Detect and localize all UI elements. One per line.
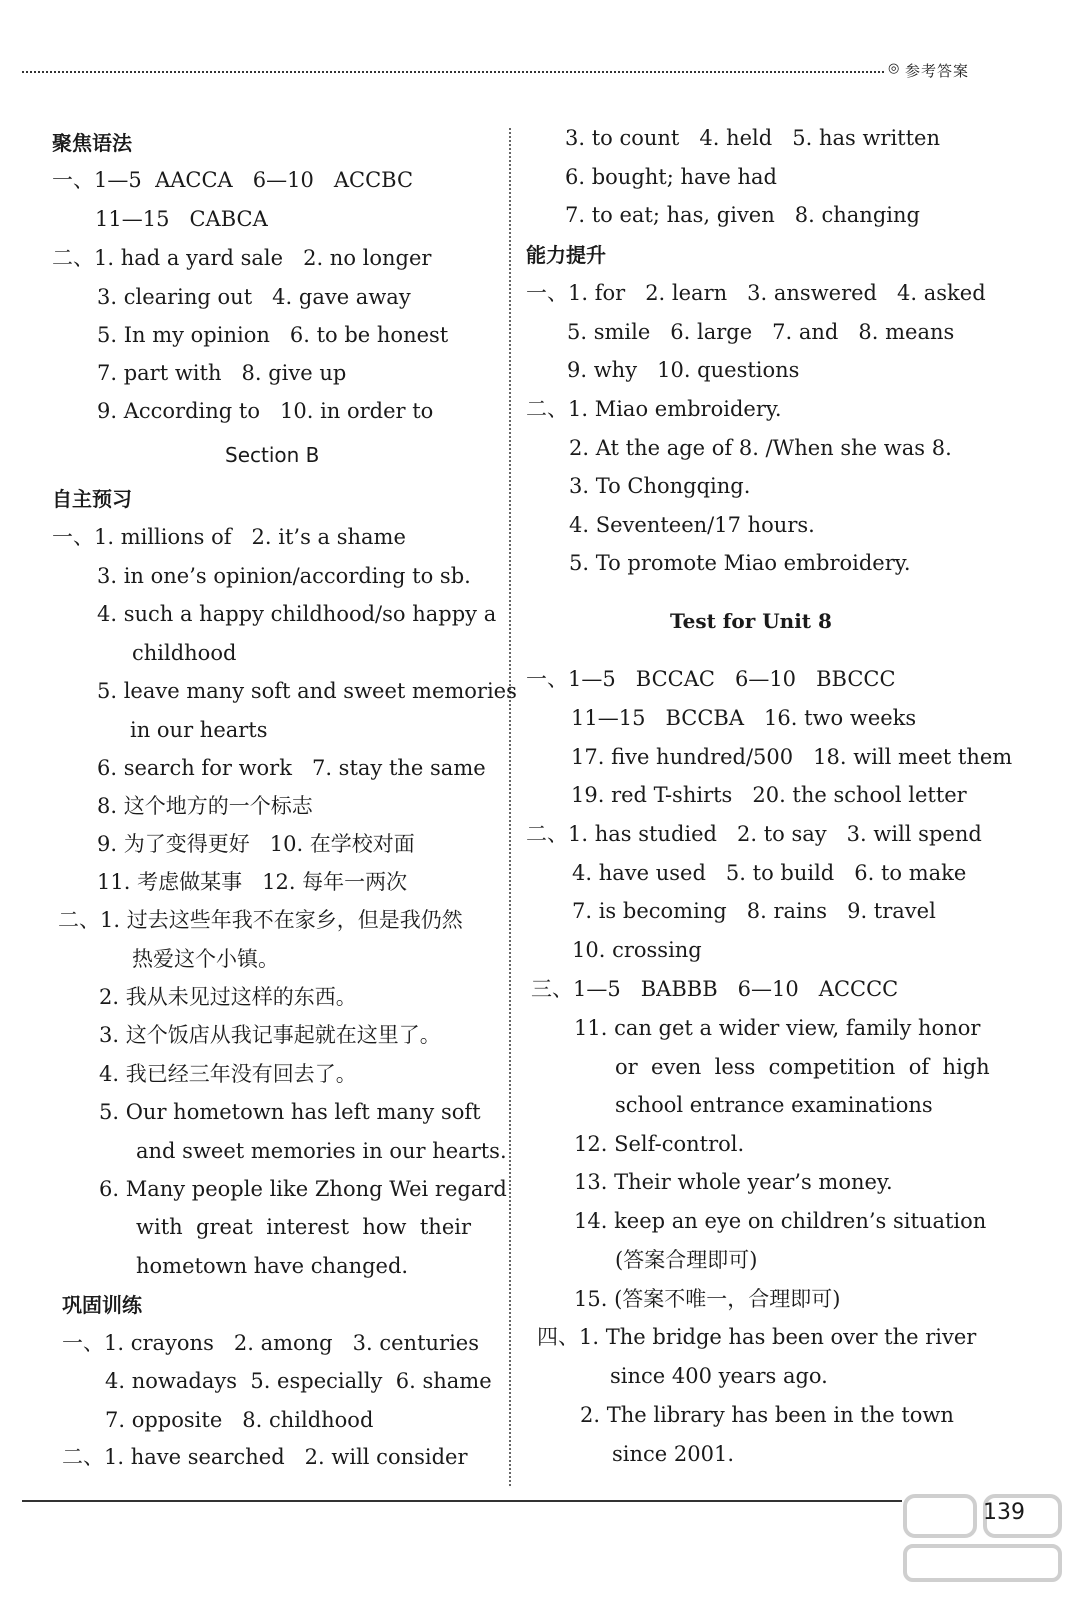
answer-line: and sweet memories in our hearts. xyxy=(136,1139,507,1163)
answer-line: 二、1. have searched 2. will consider xyxy=(62,1445,468,1469)
answer-line: 10. crossing xyxy=(572,938,702,962)
answer-line: 5. Our hometown has left many soft xyxy=(99,1100,481,1124)
answer-line: 二、1. Miao embroidery. xyxy=(526,397,782,421)
answer-line: 一、1. for 2. learn 3. answered 4. asked xyxy=(526,281,986,305)
answer-line: school entrance examinations xyxy=(615,1093,933,1117)
answer-line: 17. five hundred/500 18. will meet them xyxy=(571,745,1013,769)
answer-line: 5. To promote Miao embroidery. xyxy=(569,551,911,575)
answer-line: 2. The library has been in the town xyxy=(580,1403,954,1427)
answer-line: 15. (答案不唯一，合理即可) xyxy=(574,1287,841,1311)
column-divider xyxy=(509,128,511,1486)
test-title: Test for Unit 8 xyxy=(670,609,832,633)
answer-line: 11—15 BCCBA 16. two weeks xyxy=(571,706,917,730)
answer-line: 6. bought; have had xyxy=(565,165,777,189)
answer-line: 11—15 CABCA xyxy=(95,207,268,231)
answer-line: childhood xyxy=(132,641,237,665)
answer-line: 7. to eat; has, given 8. changing xyxy=(565,203,920,227)
answer-line: 一、1—5 BCCAC 6—10 BBCCC xyxy=(526,667,896,691)
answer-line: 热爱这个小镇。 xyxy=(132,947,279,971)
header-title: 参考答案 xyxy=(905,62,970,80)
answer-line: 3. to count 4. held 5. has written xyxy=(565,126,941,150)
answer-line: 8. 这个地方的一个标志 xyxy=(97,794,313,818)
answer-line: 二、1. has studied 2. to say 3. will spend xyxy=(526,822,982,846)
answer-line: since 2001. xyxy=(612,1442,735,1466)
answer-line: 5. smile 6. large 7. and 8. means xyxy=(567,320,955,344)
heading-ability-improvement: 能力提升 xyxy=(526,243,606,267)
answer-line: 11. 考虑做某事 12. 每年一两次 xyxy=(97,870,408,894)
answer-line: hometown have changed. xyxy=(136,1254,409,1278)
answer-line: 四、1. The bridge has been over the river xyxy=(537,1325,977,1349)
answer-line: 11. can get a wider view, family honor xyxy=(574,1016,981,1040)
answer-line: (答案合理即可) xyxy=(615,1248,758,1272)
heading-consolidation: 巩固训练 xyxy=(62,1293,142,1317)
answer-line: 9. 为了变得更好 10. 在学校对面 xyxy=(97,832,415,856)
answer-line: 3. 这个饭店从我记事起就在这里了。 xyxy=(99,1023,441,1047)
answer-line: 3. in one’s opinion/according to sb. xyxy=(97,564,471,588)
answer-line: 4. have used 5. to build 6. to make xyxy=(572,861,967,885)
answer-line: 7. is becoming 8. rains 9. travel xyxy=(572,899,936,923)
answer-line: 一、1—5 AACCA 6—10 ACCBC xyxy=(52,168,414,192)
answer-line: 三、1—5 BABBB 6—10 ACCCC xyxy=(531,977,899,1001)
answer-line: 6. search for work 7. stay the same xyxy=(97,756,486,780)
heading-self-preview: 自主预习 xyxy=(52,487,132,511)
page-number: 139 xyxy=(983,1500,1025,1525)
answer-line: 4. nowadays 5. especially 6. shame xyxy=(105,1369,492,1393)
heading-grammar-focus: 聚焦语法 xyxy=(52,131,132,155)
answer-line: 3. To Chongqing. xyxy=(569,474,751,498)
answer-line: 7. part with 8. give up xyxy=(97,361,347,385)
footer-rule xyxy=(22,1500,902,1502)
section-title: Section B xyxy=(225,443,320,467)
answer-line: 一、1. millions of 2. it’s a shame xyxy=(52,525,406,549)
answer-line: in our hearts xyxy=(130,718,268,742)
answer-line: 9. why 10. questions xyxy=(567,358,800,382)
answer-line: 5. In my opinion 6. to be honest xyxy=(97,323,449,347)
answer-line: 12. Self-control. xyxy=(574,1132,745,1156)
answer-line: 19. red T-shirts 20. the school letter xyxy=(571,783,967,807)
answer-line: or even less competition of high xyxy=(615,1055,990,1079)
answer-line: 2. 我从未见过这样的东西。 xyxy=(99,985,357,1009)
answer-line: 14. keep an eye on children’s situation xyxy=(574,1209,987,1233)
answer-line: since 400 years ago. xyxy=(610,1364,828,1388)
header-rule xyxy=(22,71,884,73)
answer-line: 4. Seventeen/17 hours. xyxy=(569,513,815,537)
answer-line: 9. According to 10. in order to xyxy=(97,399,434,423)
answer-line: 2. At the age of 8. /When she was 8. xyxy=(569,436,952,460)
answer-line: 4. such a happy childhood/so happy a xyxy=(97,602,497,626)
answer-line: with great interest how their xyxy=(136,1215,472,1239)
answer-line: 3. clearing out 4. gave away xyxy=(97,285,411,309)
answer-line: 13. Their whole year’s money. xyxy=(574,1170,893,1194)
answer-line: 7. opposite 8. childhood xyxy=(105,1408,374,1432)
answer-line: 一、1. crayons 2. among 3. centuries xyxy=(62,1331,479,1355)
answer-line: 5. leave many soft and sweet memories xyxy=(97,679,517,703)
answer-line: 二、1. 过去这些年我不在家乡，但是我仍然 xyxy=(58,908,463,932)
header-mark-icon: ◎ xyxy=(888,61,900,76)
answer-line: 二、1. had a yard sale 2. no longer xyxy=(52,246,432,270)
answer-line: 6. Many people like Zhong Wei regard xyxy=(99,1177,507,1201)
answer-line: 4. 我已经三年没有回去了。 xyxy=(99,1062,357,1086)
